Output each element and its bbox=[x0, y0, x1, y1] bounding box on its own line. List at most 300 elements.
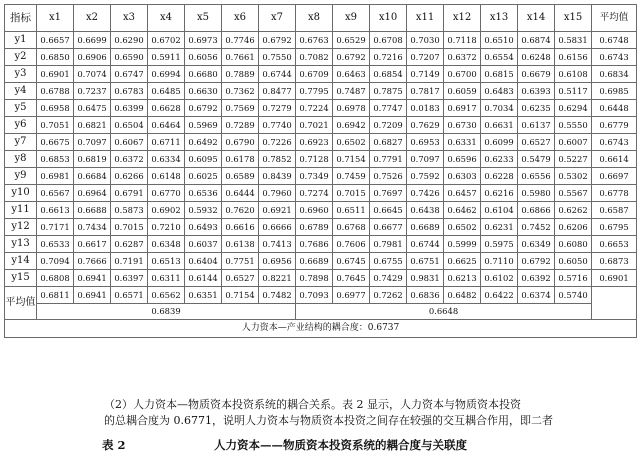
table-row bbox=[5, 49, 637, 66]
avg-cell: 0.5740 bbox=[555, 287, 592, 304]
table-cell: 0.6156 bbox=[555, 49, 592, 66]
table-cell: 0.6755 bbox=[370, 253, 407, 270]
table-cell: 0.7094 bbox=[37, 253, 74, 270]
table-cell: 0.6056 bbox=[185, 49, 222, 66]
table-cell: 0.6178 bbox=[222, 151, 259, 168]
table-cell: 0.6853 bbox=[37, 151, 74, 168]
row-label: y7 bbox=[5, 134, 37, 151]
table-cell: 0.7697 bbox=[370, 185, 407, 202]
table-cell: 0.6827 bbox=[370, 134, 407, 151]
table-cell: 0.7592 bbox=[407, 168, 444, 185]
table-cell: 0.6216 bbox=[481, 185, 518, 202]
table-cell: 0.6689 bbox=[296, 253, 333, 270]
table-cell: 0.6248 bbox=[518, 49, 555, 66]
avg-cell: 0.7154 bbox=[222, 287, 259, 304]
row-label: y10 bbox=[5, 185, 37, 202]
table-cell: 0.5479 bbox=[518, 151, 555, 168]
paragraph-line-1: （2）人力资本—物质资本投资系统的耦合关系。表 2 显示，人力资本与物质资本投资 bbox=[104, 398, 521, 411]
table-cell: 0.6631 bbox=[481, 117, 518, 134]
table-cell: 0.7362 bbox=[222, 83, 259, 100]
table-cell: 0.6372 bbox=[111, 151, 148, 168]
table-cell: 0.6102 bbox=[481, 270, 518, 287]
table-cell: 0.6917 bbox=[444, 100, 481, 117]
row-avg-cell: 0.6834 bbox=[592, 66, 637, 83]
table-row bbox=[5, 66, 637, 83]
table-cell: 0.6994 bbox=[148, 66, 185, 83]
table-cell: 0.6751 bbox=[407, 253, 444, 270]
table-cell: 0.7960 bbox=[259, 185, 296, 202]
table-cell: 0.6866 bbox=[518, 202, 555, 219]
table-cell: 0.6080 bbox=[555, 236, 592, 253]
table-cell: 0.6711 bbox=[148, 134, 185, 151]
table-cell: 0.7426 bbox=[407, 185, 444, 202]
table-cell: 0.6677 bbox=[370, 219, 407, 236]
table-cell: 0.6233 bbox=[481, 151, 518, 168]
avg-cell: 0.6422 bbox=[481, 287, 518, 304]
table-cell: 0.6511 bbox=[333, 202, 370, 219]
table-cell: 0.7216 bbox=[370, 49, 407, 66]
table-cell: 0.6493 bbox=[185, 219, 222, 236]
caption-number: 表 2 bbox=[102, 438, 126, 452]
row-label: y14 bbox=[5, 253, 37, 270]
table-row bbox=[5, 270, 637, 287]
avg-cell: 0.6977 bbox=[333, 287, 370, 304]
table-cell: 0.6613 bbox=[37, 202, 74, 219]
col-header: x14 bbox=[518, 5, 555, 32]
row-avg-cell: 0.6795 bbox=[592, 219, 637, 236]
corner-header: 指标 bbox=[5, 5, 37, 32]
table-cell: 0.6745 bbox=[333, 253, 370, 270]
table-cell: 0.6978 bbox=[333, 100, 370, 117]
avg-cell: 0.7093 bbox=[296, 287, 333, 304]
row-avg-cell: 0.6587 bbox=[592, 202, 637, 219]
table-cell: 0.8221 bbox=[259, 270, 296, 287]
table-cell: 0.6438 bbox=[407, 202, 444, 219]
table-cell: 0.6699 bbox=[74, 32, 111, 49]
table-cell: 0.6628 bbox=[148, 100, 185, 117]
table-row bbox=[5, 202, 637, 219]
table-cell: 0.7171 bbox=[37, 219, 74, 236]
table-cell: 0.5550 bbox=[555, 117, 592, 134]
col-header: x7 bbox=[259, 5, 296, 32]
table-cell: 0.7237 bbox=[74, 83, 111, 100]
table-cell: 0.6768 bbox=[333, 219, 370, 236]
table-cell: 0.6510 bbox=[481, 32, 518, 49]
table-cell: 0.5716 bbox=[555, 270, 592, 287]
table-cell: 0.7889 bbox=[222, 66, 259, 83]
table-cell: 0.6206 bbox=[555, 219, 592, 236]
table-cell: 0.7569 bbox=[222, 100, 259, 117]
row-avg-cell: 0.6985 bbox=[592, 83, 637, 100]
avg-cell: 0.6351 bbox=[185, 287, 222, 304]
col-header: x6 bbox=[222, 5, 259, 32]
table-cell: 0.7074 bbox=[74, 66, 111, 83]
table-cell: 0.5831 bbox=[555, 32, 592, 49]
table-cell: 0.6679 bbox=[518, 66, 555, 83]
table-cell: 0.6792 bbox=[333, 49, 370, 66]
row-label: y5 bbox=[5, 100, 37, 117]
avg-cell: 0.6836 bbox=[407, 287, 444, 304]
group-avg-row bbox=[5, 304, 637, 320]
table-cell: 0.6923 bbox=[296, 134, 333, 151]
table-cell: 0.6294 bbox=[555, 100, 592, 117]
table-cell: 0.6973 bbox=[185, 32, 222, 49]
table-cell: 0.6502 bbox=[444, 219, 481, 236]
table-cell: 0.6397 bbox=[111, 270, 148, 287]
row-label: y15 bbox=[5, 270, 37, 287]
table-cell: 0.6819 bbox=[74, 151, 111, 168]
row-avg-cell: 0.6748 bbox=[592, 32, 637, 49]
table-cell: 0.6675 bbox=[37, 134, 74, 151]
total-coupling: 人力资本—产业结构的耦合度：0.6737 bbox=[5, 320, 637, 338]
table-cell: 0.6702 bbox=[148, 32, 185, 49]
table-cell: 0.7550 bbox=[259, 49, 296, 66]
col-header: x8 bbox=[296, 5, 333, 32]
table-cell: 0.6138 bbox=[222, 236, 259, 253]
table-cell: 0.6616 bbox=[222, 219, 259, 236]
table-row bbox=[5, 185, 637, 202]
table-cell: 0.7030 bbox=[407, 32, 444, 49]
row-avg-cell: 0.6779 bbox=[592, 117, 637, 134]
table-cell: 0.6596 bbox=[444, 151, 481, 168]
table-cell: 0.5969 bbox=[185, 117, 222, 134]
table-cell: 0.6964 bbox=[74, 185, 111, 202]
table-cell: 0.5999 bbox=[444, 236, 481, 253]
table-cell: 0.7413 bbox=[259, 236, 296, 253]
table-cell: 0.6444 bbox=[222, 185, 259, 202]
header-row bbox=[5, 5, 637, 32]
table-cell: 0.6392 bbox=[518, 270, 555, 287]
row-avg-cell: 0.6653 bbox=[592, 236, 637, 253]
table-cell: 0.6942 bbox=[333, 117, 370, 134]
table-cell: 0.6104 bbox=[481, 202, 518, 219]
row-avg-cell: 0.6743 bbox=[592, 49, 637, 66]
table-cell: 0.6504 bbox=[111, 117, 148, 134]
table-cell: 0.7898 bbox=[296, 270, 333, 287]
table-cell: 0.6783 bbox=[111, 83, 148, 100]
row-avg-cell: 0.6614 bbox=[592, 151, 637, 168]
row-label: y2 bbox=[5, 49, 37, 66]
table-row bbox=[5, 32, 637, 49]
table-cell: 0.6790 bbox=[222, 134, 259, 151]
table-cell: 0.6680 bbox=[185, 66, 222, 83]
table-cell: 0.6689 bbox=[407, 219, 444, 236]
table-cell: 0.6311 bbox=[148, 270, 185, 287]
table-cell: 0.5911 bbox=[148, 49, 185, 66]
table-cell: 0.6025 bbox=[185, 168, 222, 185]
table-cell: 0.6348 bbox=[148, 236, 185, 253]
row-label: y9 bbox=[5, 168, 37, 185]
row-label: y6 bbox=[5, 117, 37, 134]
table-cell: 0.7746 bbox=[222, 32, 259, 49]
table-cell: 0.5567 bbox=[555, 185, 592, 202]
table-cell: 0.6475 bbox=[74, 100, 111, 117]
table-cell: 0.7015 bbox=[111, 219, 148, 236]
col-header: x2 bbox=[74, 5, 111, 32]
avg-cell: 0.7482 bbox=[259, 287, 296, 304]
table-cell: 0.7429 bbox=[370, 270, 407, 287]
table-cell: 0.5227 bbox=[555, 151, 592, 168]
table-cell: 0.7747 bbox=[370, 100, 407, 117]
table-cell: 0.6770 bbox=[148, 185, 185, 202]
table-cell: 0.6589 bbox=[222, 168, 259, 185]
table-cell: 0.6483 bbox=[481, 83, 518, 100]
table-cell: 0.7852 bbox=[259, 151, 296, 168]
table-cell: 0.7021 bbox=[296, 117, 333, 134]
avg-cell: 0.7262 bbox=[370, 287, 407, 304]
table-cell: 0.7981 bbox=[370, 236, 407, 253]
row-label: y1 bbox=[5, 32, 37, 49]
table-body bbox=[5, 32, 637, 287]
row-label: y8 bbox=[5, 151, 37, 168]
row-avg-cell: 0.6743 bbox=[592, 134, 637, 151]
table-cell: 0.7224 bbox=[296, 100, 333, 117]
table-cell: 0.7149 bbox=[407, 66, 444, 83]
table-cell: 0.6404 bbox=[185, 253, 222, 270]
table-cell: 0.6901 bbox=[37, 66, 74, 83]
table-cell: 0.6645 bbox=[370, 202, 407, 219]
table-cell: 0.7661 bbox=[222, 49, 259, 66]
table-cell: 0.7740 bbox=[259, 117, 296, 134]
table-cell: 0.6921 bbox=[259, 202, 296, 219]
table-cell: 0.6334 bbox=[148, 151, 185, 168]
table-cell: 0.7097 bbox=[74, 134, 111, 151]
table-caption bbox=[102, 437, 522, 453]
table-cell: 0.7034 bbox=[481, 100, 518, 117]
table-cell: 0.6527 bbox=[518, 134, 555, 151]
table-row bbox=[5, 117, 637, 134]
table-cell: 0.7154 bbox=[333, 151, 370, 168]
table-cell: 0.6630 bbox=[185, 83, 222, 100]
table-cell: 0.6536 bbox=[185, 185, 222, 202]
col-header: x15 bbox=[555, 5, 592, 32]
table-cell: 0.6099 bbox=[481, 134, 518, 151]
table-cell: 0.6095 bbox=[185, 151, 222, 168]
table-cell: 0.6744 bbox=[407, 236, 444, 253]
table-cell: 0.6349 bbox=[518, 236, 555, 253]
col-header: x11 bbox=[407, 5, 444, 32]
table-cell: 0.6708 bbox=[370, 32, 407, 49]
table-cell: 0.7226 bbox=[259, 134, 296, 151]
row-avg-cell: 0.6873 bbox=[592, 253, 637, 270]
table-cell: 0.6228 bbox=[481, 168, 518, 185]
table-cell: 0.5302 bbox=[555, 168, 592, 185]
avg-cell: 0.6562 bbox=[148, 287, 185, 304]
table-cell: 0.6148 bbox=[148, 168, 185, 185]
table-cell: 0.7487 bbox=[333, 83, 370, 100]
table-cell: 0.6050 bbox=[555, 253, 592, 270]
table-cell: 0.6792 bbox=[518, 253, 555, 270]
table-cell: 0.6567 bbox=[37, 185, 74, 202]
table-cell: 0.8439 bbox=[259, 168, 296, 185]
table-cell: 0.5980 bbox=[518, 185, 555, 202]
table-row bbox=[5, 151, 637, 168]
table-cell: 0.7210 bbox=[148, 219, 185, 236]
table-cell: 0.7128 bbox=[296, 151, 333, 168]
col-header: x10 bbox=[370, 5, 407, 32]
table-cell: 0.6556 bbox=[518, 168, 555, 185]
table-cell: 0.7097 bbox=[407, 151, 444, 168]
table-cell: 0.6067 bbox=[111, 134, 148, 151]
table-cell: 0.6287 bbox=[111, 236, 148, 253]
table-cell: 0.6657 bbox=[37, 32, 74, 49]
table-cell: 0.6617 bbox=[74, 236, 111, 253]
table-cell: 0.6700 bbox=[444, 66, 481, 83]
avg-cell: 0.6482 bbox=[444, 287, 481, 304]
table-cell: 0.6792 bbox=[259, 32, 296, 49]
table-cell: 0.6854 bbox=[370, 66, 407, 83]
table-cell: 0.7645 bbox=[333, 270, 370, 287]
table-cell: 0.6960 bbox=[296, 202, 333, 219]
table-cell: 0.6709 bbox=[296, 66, 333, 83]
table-cell: 0.7459 bbox=[333, 168, 370, 185]
paragraph-line-2: 的总耦合度为 0.6771，说明人力资本与物质资本投资之间存在较强的交互耦合作用，即二者 bbox=[104, 414, 553, 427]
col-header: x5 bbox=[185, 5, 222, 32]
table-row bbox=[5, 134, 637, 151]
table-row bbox=[5, 83, 637, 100]
total-row bbox=[5, 320, 637, 338]
table-cell: 0.7817 bbox=[407, 83, 444, 100]
table-cell: 0.7118 bbox=[444, 32, 481, 49]
table-cell: 0.7349 bbox=[296, 168, 333, 185]
table-cell: 0.5117 bbox=[555, 83, 592, 100]
table-cell: 0.7791 bbox=[370, 151, 407, 168]
table-cell: 0.6457 bbox=[444, 185, 481, 202]
table-cell: 0.6513 bbox=[148, 253, 185, 270]
row-label: y4 bbox=[5, 83, 37, 100]
row-avg-cell: 0.6697 bbox=[592, 168, 637, 185]
avg-cell: 0.6941 bbox=[74, 287, 111, 304]
col-header: x4 bbox=[148, 5, 185, 32]
table-cell: 0.6956 bbox=[259, 253, 296, 270]
table-row bbox=[5, 168, 637, 185]
avg-cell: 0.6811 bbox=[37, 287, 74, 304]
table-cell: 0.6303 bbox=[444, 168, 481, 185]
row-avg-cell: 0.6448 bbox=[592, 100, 637, 117]
table-cell: 0.6144 bbox=[185, 270, 222, 287]
table-cell: 0.7209 bbox=[370, 117, 407, 134]
table-cell: 0.6533 bbox=[37, 236, 74, 253]
table-cell: 0.6554 bbox=[481, 49, 518, 66]
row-label: y3 bbox=[5, 66, 37, 83]
table-cell: 0.6747 bbox=[111, 66, 148, 83]
table-cell: 0.6902 bbox=[148, 202, 185, 219]
table-cell: 0.6037 bbox=[185, 236, 222, 253]
table-cell: 0.7110 bbox=[481, 253, 518, 270]
table-cell: 0.6492 bbox=[185, 134, 222, 151]
table-cell: 0.6788 bbox=[37, 83, 74, 100]
table-cell: 0.7606 bbox=[333, 236, 370, 253]
table-cell: 0.6688 bbox=[74, 202, 111, 219]
table-row bbox=[5, 219, 637, 236]
table-cell: 0.6763 bbox=[296, 32, 333, 49]
table-cell: 0.6262 bbox=[555, 202, 592, 219]
avg-corner-cell bbox=[592, 287, 637, 320]
table-cell: 0.6462 bbox=[444, 202, 481, 219]
group1-avg: 0.6839 bbox=[37, 304, 296, 320]
row-avg-cell: 0.6901 bbox=[592, 270, 637, 287]
coupling-table bbox=[4, 4, 637, 338]
table-cell: 0.6792 bbox=[185, 100, 222, 117]
table-cell: 0.6372 bbox=[444, 49, 481, 66]
table-cell: 0.8477 bbox=[259, 83, 296, 100]
table-cell: 0.6463 bbox=[333, 66, 370, 83]
table-cell: 0.6850 bbox=[37, 49, 74, 66]
table-cell: 0.7434 bbox=[74, 219, 111, 236]
table-cell: 0.6485 bbox=[148, 83, 185, 100]
table-cell: 0.6393 bbox=[518, 83, 555, 100]
table-cell: 0.6815 bbox=[481, 66, 518, 83]
table-cell: 0.7666 bbox=[74, 253, 111, 270]
table-row bbox=[5, 236, 637, 253]
table-cell: 0.7274 bbox=[296, 185, 333, 202]
table-cell: 0.7279 bbox=[259, 100, 296, 117]
table-cell: 0.6059 bbox=[444, 83, 481, 100]
avg-cell: 0.6374 bbox=[518, 287, 555, 304]
table-cell: 0.6981 bbox=[37, 168, 74, 185]
table-cell: 0.6666 bbox=[259, 219, 296, 236]
table-cell: 0.7620 bbox=[222, 202, 259, 219]
avg-row-label: 平均值 bbox=[5, 287, 37, 320]
table-cell: 0.7875 bbox=[370, 83, 407, 100]
table-cell: 0.7526 bbox=[370, 168, 407, 185]
table-row bbox=[5, 253, 637, 270]
col-header: x1 bbox=[37, 5, 74, 32]
row-avg-cell: 0.6778 bbox=[592, 185, 637, 202]
table-cell: 0.7629 bbox=[407, 117, 444, 134]
table-cell: 0.5975 bbox=[481, 236, 518, 253]
table-cell: 0.6235 bbox=[518, 100, 555, 117]
table-cell: 0.6906 bbox=[74, 49, 111, 66]
table-cell: 0.6137 bbox=[518, 117, 555, 134]
row-label: y11 bbox=[5, 202, 37, 219]
table-cell: 0.6941 bbox=[74, 270, 111, 287]
table-cell: 0.7452 bbox=[518, 219, 555, 236]
table-cell: 0.6953 bbox=[407, 134, 444, 151]
table-cell: 0.6266 bbox=[111, 168, 148, 185]
caption-title: 人力资本——物质资本投资系统的耦合度与关联度 bbox=[214, 438, 467, 452]
table-cell: 0.6007 bbox=[555, 134, 592, 151]
table-cell: 0.6791 bbox=[111, 185, 148, 202]
table-cell: 0.5932 bbox=[185, 202, 222, 219]
table-cell: 0.7289 bbox=[222, 117, 259, 134]
table-cell: 0.6231 bbox=[481, 219, 518, 236]
table-cell: 0.7191 bbox=[111, 253, 148, 270]
table-cell: 0.7207 bbox=[407, 49, 444, 66]
table-cell: 0.7686 bbox=[296, 236, 333, 253]
table-cell: 0.6527 bbox=[222, 270, 259, 287]
table-cell: 0.6808 bbox=[37, 270, 74, 287]
table-cell: 0.6529 bbox=[333, 32, 370, 49]
col-header: x13 bbox=[481, 5, 518, 32]
table-cell: 0.6789 bbox=[296, 219, 333, 236]
col-header: x3 bbox=[111, 5, 148, 32]
table-cell: 0.7795 bbox=[296, 83, 333, 100]
table-cell: 0.6213 bbox=[444, 270, 481, 287]
table-cell: 0.6821 bbox=[74, 117, 111, 134]
table-cell: 0.5873 bbox=[111, 202, 148, 219]
table-cell: 0.0183 bbox=[407, 100, 444, 117]
table-cell: 0.7751 bbox=[222, 253, 259, 270]
table-cell: 0.6958 bbox=[37, 100, 74, 117]
group2-avg: 0.6648 bbox=[296, 304, 592, 320]
table-cell: 0.6625 bbox=[444, 253, 481, 270]
table-cell: 0.6464 bbox=[148, 117, 185, 134]
table-row bbox=[5, 100, 637, 117]
table-cell: 0.6590 bbox=[111, 49, 148, 66]
table-cell: 0.7015 bbox=[333, 185, 370, 202]
table-cell: 0.6399 bbox=[111, 100, 148, 117]
